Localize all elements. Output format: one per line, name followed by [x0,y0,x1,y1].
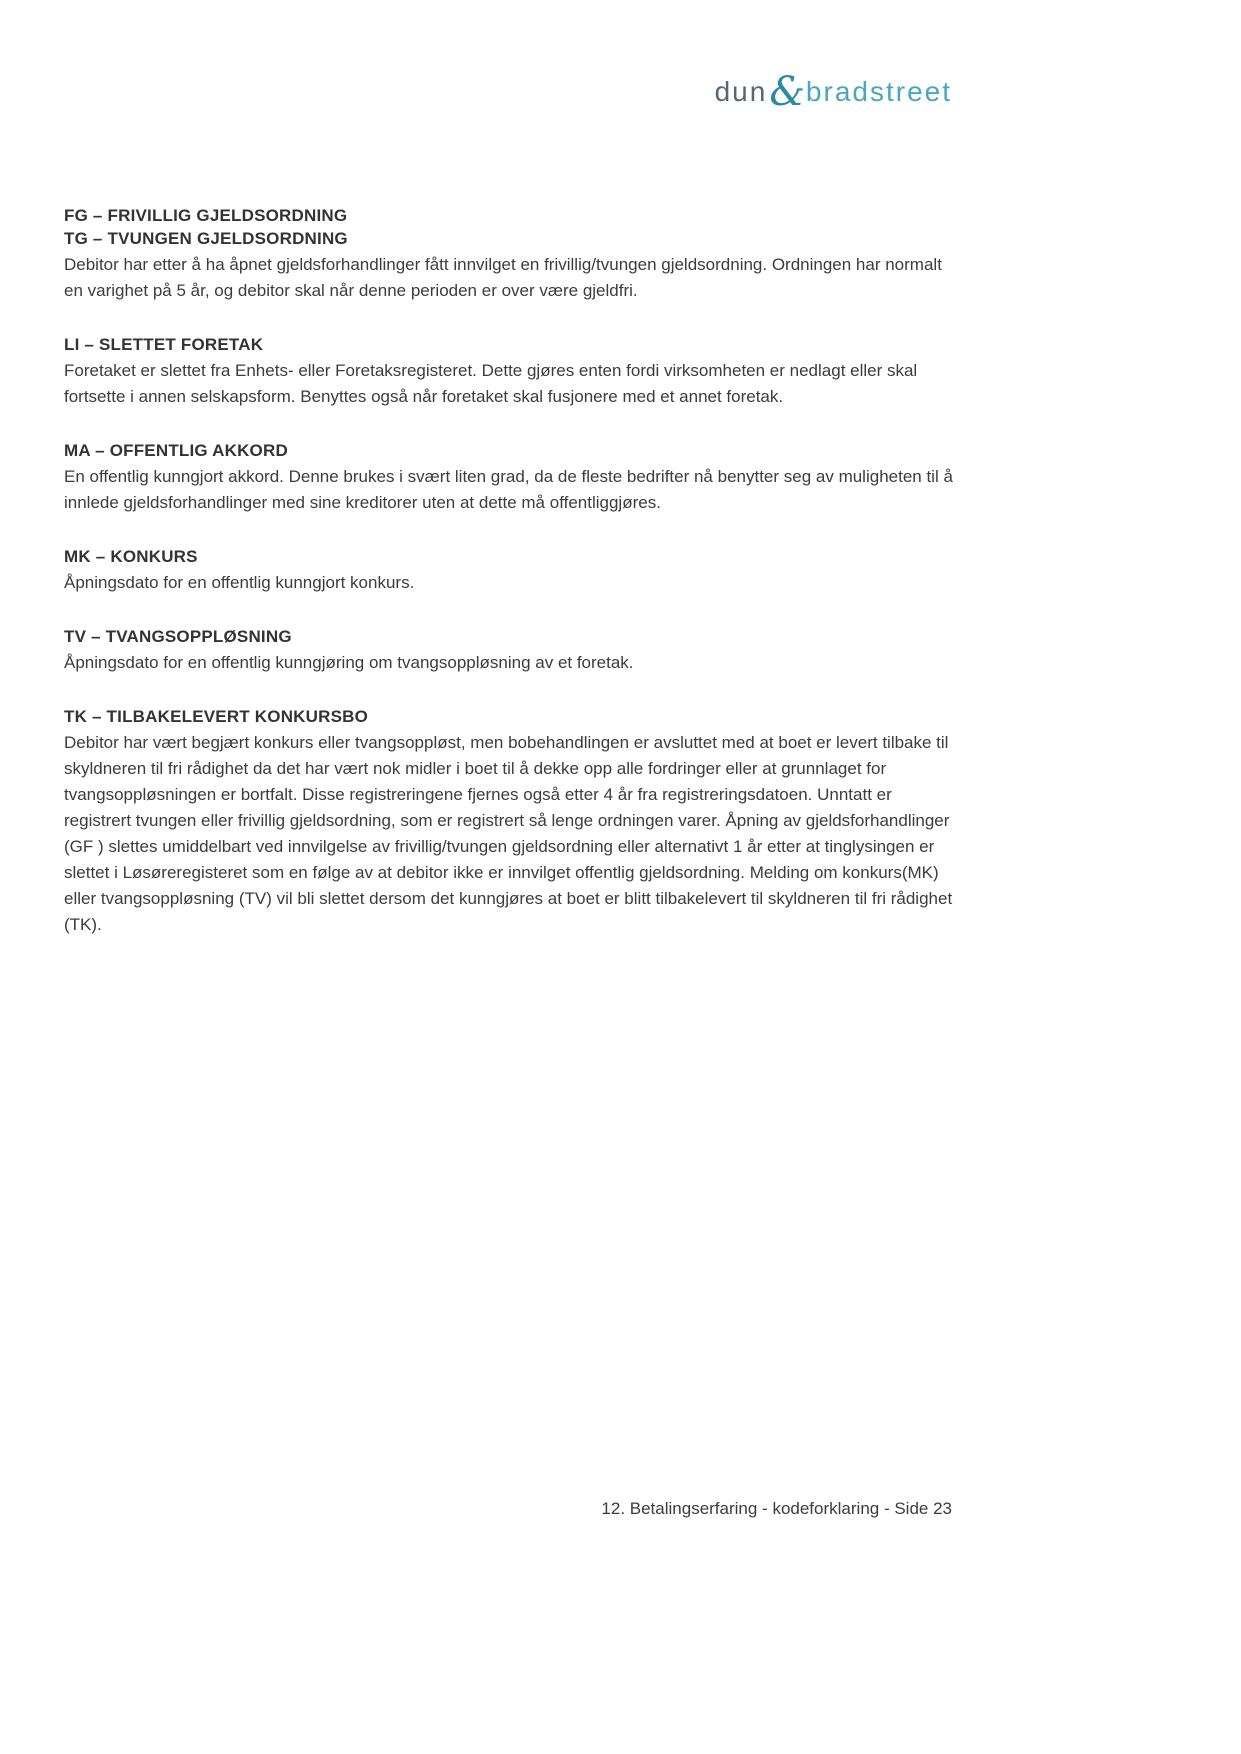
section-heading: MK – KONKURS [64,547,198,566]
section-heading: LI – SLETTET FORETAK [64,335,264,354]
section-tv [64,625,954,676]
section-body: Åpningsdato for en offentlig kunngjøring om tvangsoppløsning av et foretak. [64,653,634,672]
section-heading: FG – FRIVILLIG GJELDSORDNING [64,206,348,225]
section-body: Debitor har etter å ha åpnet gjeldsforhandlinger fått innvilget en frivillig/tvungen gjeldsordning. Ordningen har normalt en varighet på 5 år, og debitor skal når denne perioden er over være gjeldfri. [64,255,942,300]
section-ma [64,439,954,516]
dun-bradstreet-logo [64,68,952,115]
footer-text: 12. Betalingserfaring - kodeforklaring - Side 23 [601,1499,952,1518]
section-heading: MA – OFFENTLIG AKKORD [64,441,288,460]
logo-ampersand-icon: & [769,69,805,115]
section-li [64,333,954,410]
section-body: En offentlig kunngjort akkord. Denne brukes i svært liten grad, da de fleste bedrifter nå benytter seg av muligheten til å innlede gjeldsforhandlinger med sine kreditorer uten at dette må offentliggjøres. [64,467,953,512]
section-heading: TK – TILBAKELEVERT KONKURSBO [64,707,369,726]
page-footer [64,1499,952,1519]
document-body [64,204,954,938]
section-tk [64,705,954,938]
section-heading: TV – TVANGSOPPLØSNING [64,627,292,646]
section-body: Foretaket er slettet fra Enhets- eller Foretaksregisteret. Dette gjøres enten fordi virksomheten er nedlagt eller skal fortsette i annen selskapsform. Benyttes også når foretaket skal fusjonere med et annet foretak. [64,361,918,406]
section-fg-tg [64,204,954,304]
logo-text-bradstreet: bradstreet [805,76,952,107]
section-body: Åpningsdato for en offentlig kunngjort konkurs. [64,573,415,592]
section-heading: TG – TVUNGEN GJELDSORDNING [64,229,348,248]
section-mk [64,545,954,596]
logo-text-dun: dun [714,76,768,107]
section-body: Debitor har vært begjært konkurs eller tvangsoppløst, men bobehandlingen er avsluttet med at boet er levert tilbake til skyldneren til fri rådighet da det har vært nok midler i boet til å dekke opp alle fordringer eller at grunnlaget for tvangsoppløsningen er bortfalt. Disse registreringene fjernes også etter 4 år fra registreringsdatoen. Unntatt er registrert tvungen eller frivillig gjeldsordning, som er registrert så lenge ordningen varer. Åpning av gjeldsforhandlinger (GF ) slettes umiddelbart ved innvilgelse av frivillig/tvungen gjeldsordning eller alternativt 1 år etter at tinglysingen er slettet i Løsøreregisteret som en følge av at debitor ikke er innvilget offentlig gjeldsordning. Melding om konkurs(MK) eller tvangsoppløsning (TV) vil bli slettet dersom det kunngjøres at boet er blitt tilbakelevert til skyldneren til fri rådighet (TK). [64,733,953,934]
